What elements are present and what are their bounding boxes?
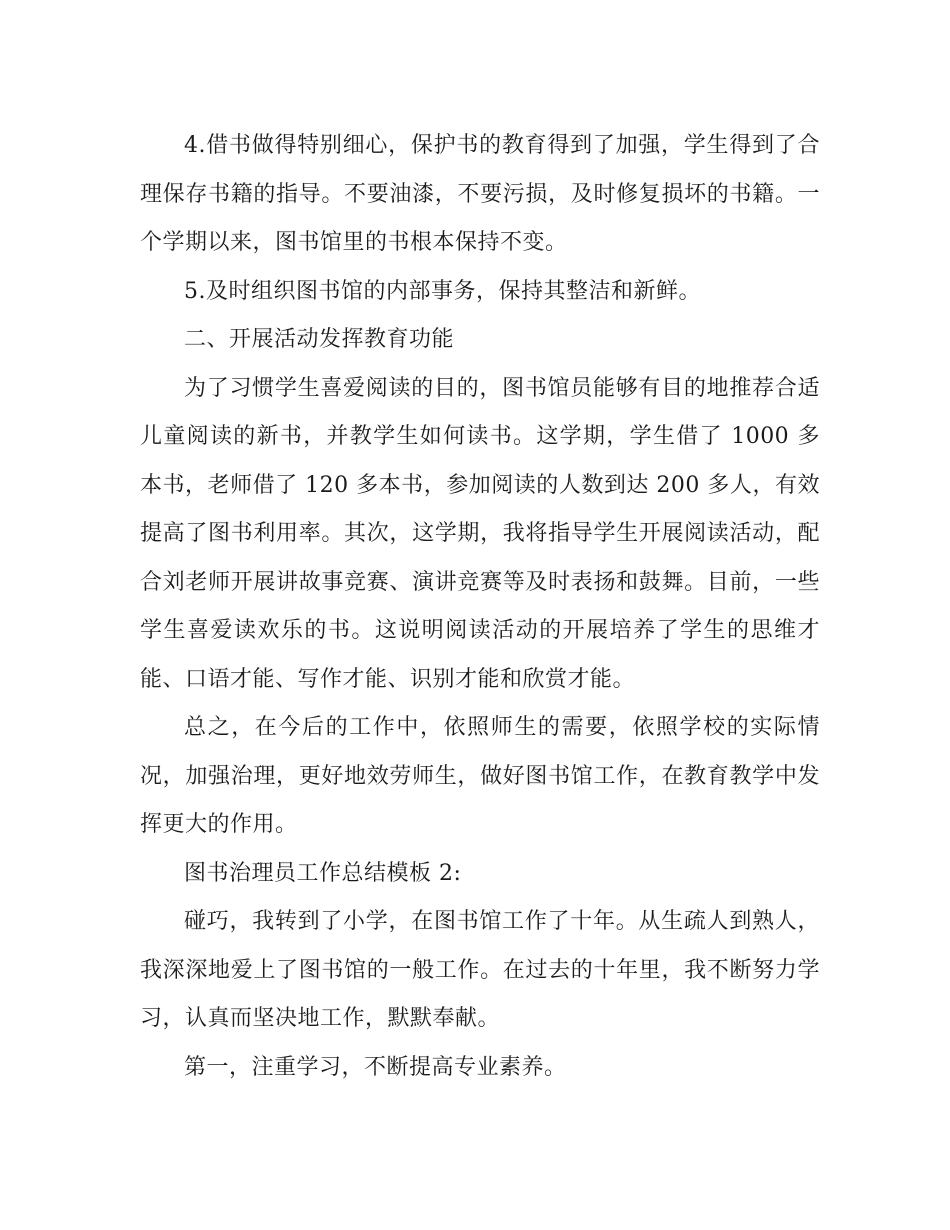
paragraph-item-5: 5.及时组织图书馆的内部事务，保持其整洁和新鲜。 (184, 278, 701, 304)
template-title: 图书治理员工作总结模板 2: (184, 860, 462, 886)
paragraph-reading-activities: 为了习惯学生喜爱阅读的目的，图书馆员能够有目的地推荐合适儿童阅读的新书，并教学生如何读书。这学期，学生借了 1000 多本书，老师借了 120 多本书，参加阅读的人数到达 200 多人，有效提高了图书利用率。其次，这学期，我将指导学生开展阅读活动，配合刘老师开展讲故事竞赛、演讲竞赛等及时表扬和鼓舞。目前，一些学生喜爱读欢乐的书。这说明阅读活动的开展培养了学生的思维才能、口语才能、写作才能、识别才能和欣赏才能。 (140, 375, 820, 692)
section-heading: 二、开展活动发挥教育功能 (184, 327, 455, 352)
paragraph-summary: 总之，在今后的工作中，依照师生的需要，依照学校的实际情况，加强治理，更好地效劳师生，做好图书馆工作，在教育教学中发挥更大的作用。 (140, 715, 820, 837)
paragraph-item-4: 4.借书做得特别细心，保护书的教育得到了加强，学生得到了合理保存书籍的指导。不要油漆，不要污损，及时修复损坏的书籍。一个学期以来，图书馆里的书根本保持不变。 (140, 133, 820, 255)
document-body (140, 122, 820, 1092)
paragraph-introduction: 碰巧，我转到了小学，在图书馆工作了十年。从生疏人到熟人，我深深地爱上了图书馆的一般工作。在过去的十年里，我不断努力学习，认真而坚决地工作，默默奉献。 (140, 909, 820, 1031)
paragraph-first-point: 第一，注重学习，不断提高专业素养。 (184, 1054, 567, 1080)
